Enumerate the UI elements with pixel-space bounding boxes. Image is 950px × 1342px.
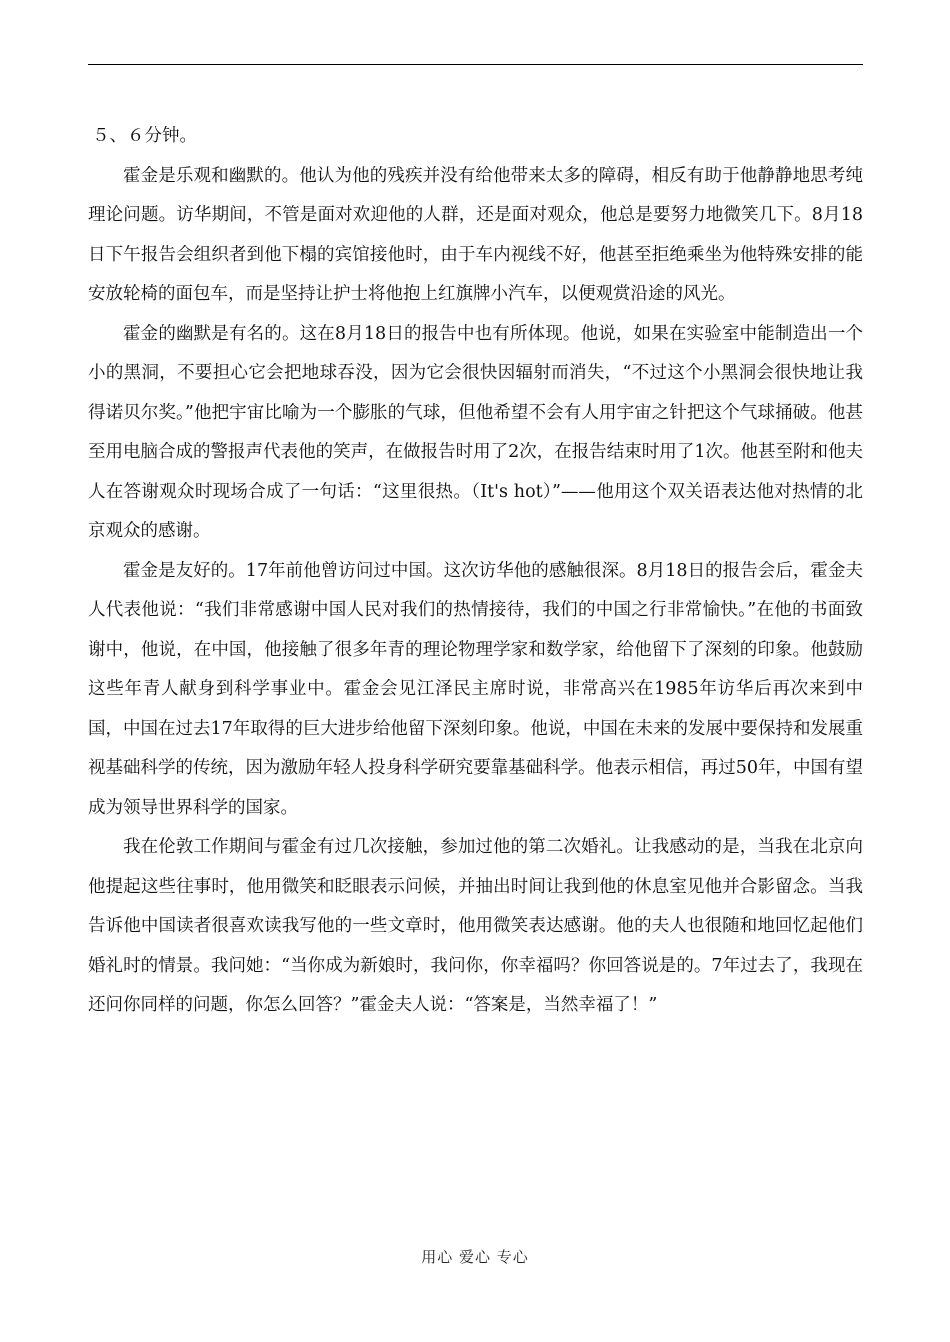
paragraph-personal-contact: 我在伦敦工作期间与霍金有过几次接触，参加过他的第二次婚礼。让我感动的是，当我在北京向他提起这些往事时，他用微笑和眨眼表示问候，并抽出时间让我到他的休息室见他并合影留念。当我告诉他中国读者很喜欢读我写他的一些文章时，他用微笑表达感谢。他的夫人也很随和地回忆起他们婚礼时的情景。我问她：“当你成为新娘时，我问你，你幸福吗？你回答说是的。7年过去了，我现在还问你同样的问题，你怎么回答？”霍金夫人说：“答案是，当然幸福了！” (88, 837, 863, 1015)
article-body (88, 117, 863, 1026)
paragraph-friendliness: 霍金是友好的。17年前他曾访问过中国。这次访华他的感触很深。8月18日的报告会后，霍金夫人代表他说：“我们非常感谢中国人民对我们的热情接待，我们的中国之行非常愉快。”在他的书面致谢中，他说，在中国，他接触了很多年青的理论物理学家和数学家，给他留下了深刻的印象。他鼓励这些年青人献身到科学事业中。霍金会见江泽民主席时说，非常高兴在1985年访华后再次来到中国，中国在过去17年取得的巨大进步给他留下深刻印象。他说，中国在未来的发展中要保持和发展重视基础科学的传统，因为激励年轻人投身科学研究要靠基础科学。他表示相信，再过50年，中国有望成为领导世界科学的国家。 (88, 560, 863, 818)
paragraph-continuation: ５、６分钟。 (92, 126, 197, 146)
paragraph-optimism: 霍金是乐观和幽默的。他认为他的残疾并没有给他带来太多的障碍，相反有助于他静静地思考纯理论问题。访华期间，不管是面对欢迎他的人群，还是面对观众，他总是要努力地微笑几下。8月18日下午报告会组织者到他下榻的宾馆接他时，由于车内视线不好，他甚至拒绝乘坐为他特殊安排的能安放轮椅的面包车，而是坚持让护士将他抱上红旗牌小汽车，以便观赏沿途的风光。 (88, 165, 863, 304)
paragraph-humor: 霍金的幽默是有名的。这在8月18日的报告中也有所体现。他说，如果在实验室中能制造出一个小的黑洞，不要担心它会把地球吞没，因为它会很快因辐射而消失，“不过这个小黑洞会很快地让我得诺贝尔奖。”他把宇宙比喻为一个膨胀的气球，但他希望不会有人用宇宙之针把这个气球捅破。他甚至用电脑合成的警报声代表他的笑声，在做报告时用了2次，在报告结束时用了1次。他甚至附和他夫人在答谢观众时现场合成了一句话：“这里很热。（It's hot）”——他用这个双关语表达他对热情的北京观众的感谢。 (88, 323, 863, 541)
header-rule (88, 64, 863, 65)
page-footer: 用心 爱心 专心 (421, 1248, 529, 1266)
